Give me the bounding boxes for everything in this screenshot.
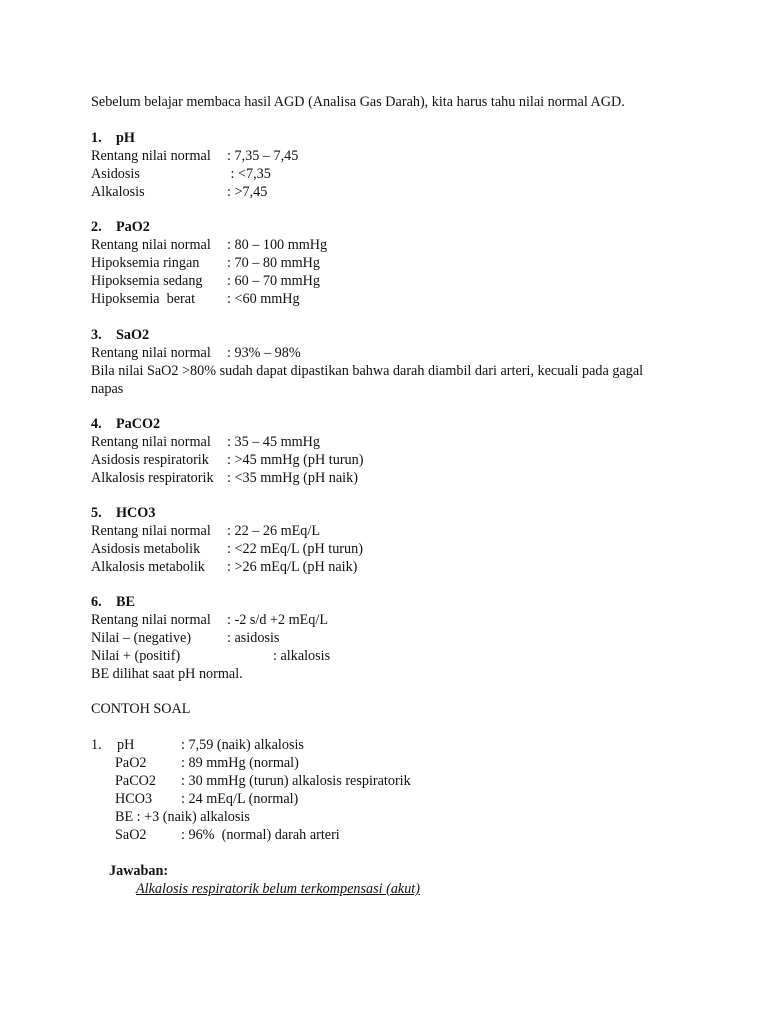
row-value: : 80 – 100 mmHg [227,237,328,253]
example-hco3-label: HCO3 [115,791,153,807]
be-note: BE dilihat saat pH normal. [91,666,243,682]
example-be-line: BE : +3 (naik) alkalosis [115,809,250,825]
section-title: SaO2 [116,327,150,343]
answer-label: Jawaban: [109,863,169,879]
example-number: 1. [91,737,102,753]
example-sao2-label: SaO2 [115,827,147,843]
row-value: : 22 – 26 mEq/L [227,523,321,539]
example-hco3-value: : 24 mEq/L (normal) [181,791,299,807]
row-label: Rentang nilai normal [91,148,211,164]
pao2-sedang-row [91,272,320,290]
section-title: PaCO2 [116,416,161,432]
paco2-normal-row [91,433,320,451]
row-value: : 35 – 45 mmHg [227,434,321,450]
section-number: 3. [91,327,102,343]
sao2-note-line2: napas [91,381,124,397]
hco3-alkalosis-row [91,558,357,576]
example-ph-value: : 7,59 (naik) alkalosis [181,737,304,753]
row-value: : 70 – 80 mmHg [227,255,321,271]
paco2-asidosis-row [91,451,363,469]
example-paco2-value: : 30 mmHg (turun) alkalosis respiratorik [181,773,411,789]
section-title: BE [116,594,135,610]
intro-text: Sebelum belajar membaca hasil AGD (Analisa Gas Darah), kita harus tahu nilai normal AGD. [91,94,625,110]
section-title: PaO2 [116,219,150,235]
section-heading-pao2 [91,218,150,236]
sao2-normal-row [91,344,301,362]
paco2-alkalosis-row [91,469,358,487]
section-title: HCO3 [116,505,156,521]
row-label: Rentang nilai normal [91,612,211,628]
row-label: Asidosis metabolik [91,541,201,557]
section-number: 2. [91,219,102,235]
section-heading-be [91,593,135,611]
row-label: Alkalosis metabolik [91,559,205,575]
section-heading-ph [91,129,135,147]
row-value: : >7,45 [227,184,268,200]
example-heading: CONTOH SOAL [91,701,191,717]
example-sao2-value: : 96% (normal) darah arteri [181,827,340,843]
section-number: 6. [91,594,102,610]
row-label: Alkalosis respiratorik [91,470,214,486]
be-negative-row [91,629,279,647]
ph-asidosis-row [91,165,271,183]
row-label: Nilai – (negative) [91,630,192,646]
pao2-ringan-row [91,254,320,272]
row-label: Nilai + (positif) [91,648,181,664]
example-pao2-value: : 89 mmHg (normal) [181,755,299,771]
example-paco2-label: PaCO2 [115,773,156,789]
row-value: : <35 mmHg (pH naik) [227,470,358,486]
ph-alkalosis-row [91,183,267,201]
row-label: Rentang nilai normal [91,434,211,450]
be-normal-row [91,611,328,629]
section-number: 5. [91,505,102,521]
hco3-asidosis-row [91,540,363,558]
row-label: Asidosis respiratorik [91,452,209,468]
row-value: : <7,35 [227,166,271,182]
row-label: Rentang nilai normal [91,345,211,361]
be-positif-row [91,647,330,665]
row-value: : <60 mmHg [227,291,300,307]
row-label: Rentang nilai normal [91,523,211,539]
ph-normal-row [91,147,298,165]
row-value: : 60 – 70 mmHg [227,273,321,289]
section-number: 1. [91,130,102,146]
row-value: : 93% – 98% [227,345,301,361]
row-label: Asidosis [91,166,140,182]
row-label: Hipoksemia berat [91,291,196,307]
row-label: Alkalosis [91,184,145,200]
pao2-normal-row [91,236,327,254]
section-title: pH [116,130,135,146]
row-label: Hipoksemia sedang [91,273,203,289]
section-heading-paco2 [91,415,160,433]
row-value: : asidosis [227,630,280,646]
hco3-normal-row [91,522,320,540]
row-label: Rentang nilai normal [91,237,211,253]
row-value: : -2 s/d +2 mEq/L [227,612,329,628]
row-label: Hipoksemia ringan [91,255,200,271]
pao2-berat-row [91,290,300,308]
section-number: 4. [91,416,102,432]
row-value: : 7,35 – 7,45 [227,148,299,164]
row-value: : alkalosis [273,648,331,664]
example-pao2-label: PaO2 [115,755,147,771]
answer-text: Alkalosis respiratorik belum terkompensasi (akut) [136,881,420,897]
row-value: : >26 mEq/L (pH naik) [227,559,358,575]
row-value: : <22 mEq/L (pH turun) [227,541,363,557]
example-ph-label: pH [117,737,135,753]
row-value: : >45 mmHg (pH turun) [227,452,364,468]
section-heading-sao2 [91,326,149,344]
section-heading-hco3 [91,504,155,522]
sao2-note-line1: Bila nilai SaO2 >80% sudah dapat dipastikan bahwa darah diambil dari arteri, kecuali pada gagal [91,363,644,379]
